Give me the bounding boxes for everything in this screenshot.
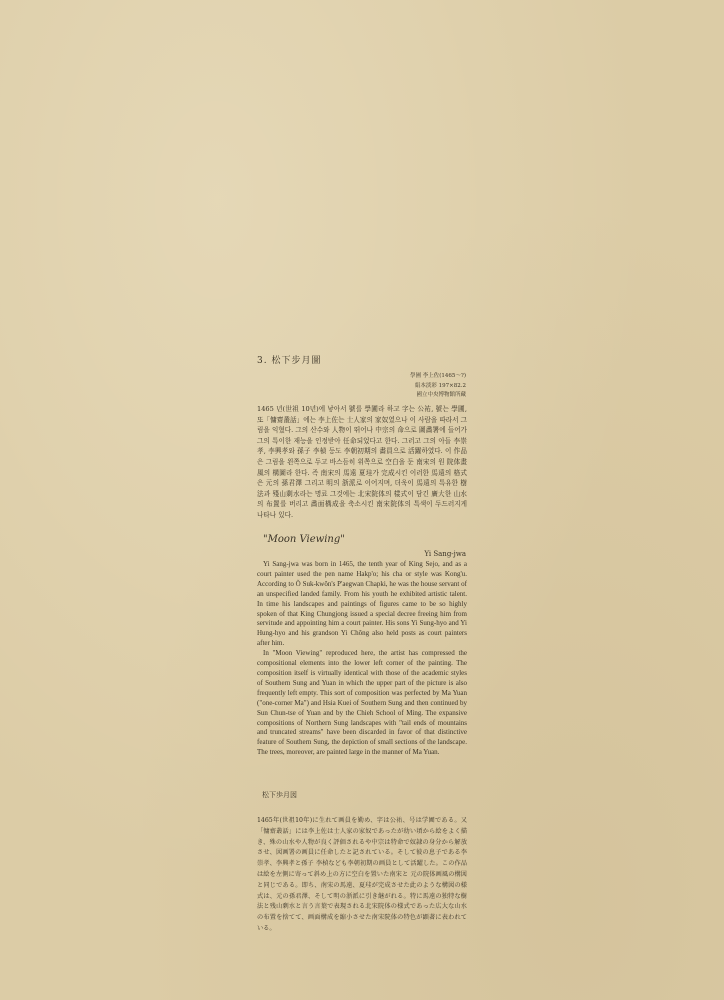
english-paragraph-1: Yi Sang-jwa was born in 1465, the tenth year of King Sejo, and as a court painter used the pen name Hakp'o; his cha or style was Kong'u. According to Ŏ Suk-kwŏn's P'aegwan Chapki, he was the house servant of an unspecified landed family. From his youth he exhibited artistic talent. In time his landscapes and paintings of figures came to be so highly spoken of that King Chungjong issued a special decree freeing him from servitude and appointing him a court painter. His sons Yi Sung-hyo and Yi Hung-hyo and his grandson Yi Chŏng also held posts as court painters after him. xyxy=(257,560,467,648)
collection-line: 國立中央博物館所藏 xyxy=(416,392,466,398)
japanese-heading: 松下歩月図 xyxy=(262,791,297,799)
english-title: "Moon Viewing" xyxy=(263,534,345,545)
english-author: Yi Sang-jwa xyxy=(424,550,466,558)
korean-description: 1465 년(世祖 10년)에 낳아서 號를 學圃라 하고 字는 公祐, 號는 學圃, 또「慵齋叢話」에는 李上佐는 士人家의 家奴였으나 이 사람을 따라서 그림을 익혔다. 그의 산수와 人物이 뛰어나 中宗의 命으로 圖畵署에 들어가 그의 특이한 재능을 인정받아 任命되었다고 한다. 그러고 그의 아들 李崇孝, 李興孝와 孫子 李楨 등도 李朝初期의 畵員으로 活躍하였다. 이 作品은 그림을 왼쪽으로 두고 바스듬히 위쪽으로 空白을 둔 南宋의 원 院体畫風의 構圖라 한다. 즉 南宋의 馬遠 夏珪가 完成시킨 이러한 馬遠의 格式은 元의 孫君澤 그리고 明의 浙派로 이어지며, 더욱이 馬遠의 특유한 樹法과 殘山剩水라는 명료 그것에는 北宋院体의 樣式이 담긴 廣大한 山水의 布置를 버리고 畵面構成을 축소시킨 南宋院体의 특색이 두드러지게 나타나 있다. xyxy=(257,405,467,519)
artwork-metadata xyxy=(410,372,466,401)
artist-line: 學圃 李上佐(1465～?) xyxy=(410,373,466,379)
english-description xyxy=(257,560,467,758)
english-paragraph-2: In "Moon Viewing" reproduced here, the artist has compressed the compositional elements into the lower left corner of the painting. The composition itself is virtually identical with those of the academic styles of Southern Sung and Yuan in which the upper part of the picture is also frequently left empty. This sort of composition was perfected by Ma Yuan ("one-corner Ma") and Hsia Kuei of Southern Sung and then continued by Sun Chun-tse of Yuan and by the Chieh School of Ming. The expansive compositions of Northern Sung landscapes with "tail ends of mountains and truncated streams" have been discarded in favor of that distinctive feature of Southern Sung, the depiction of small sections of the landscape. The trees, moreover, are painted large in the manner of Ma Yuan. xyxy=(257,649,467,757)
section-heading: 3. 松下步月圖 xyxy=(257,356,322,366)
medium-line: 絹本淡彩 197×82.2 xyxy=(414,382,466,389)
japanese-description: 1465年(世祖10年)に生れて画員を勤め、字は公祐、号は学圃である。又「慵齋叢話」には李上佐は士人家の家奴であったが幼い頃から絵をよく描き、殊の山水や人物が良く評価されるや中宗は特命で奴隷の身分から解放させ、図画署の画員に任命したと記されている。そして彼の息子である李崇孝、李興孝と孫子 李楨なども李朝初期の画員として活躍した。この作品は絵を左側に寄って斜め上の方に空白を置いた南宋と 元の院体画風の構図と同じである。即ち、南宋の馬遠、夏珪が完成させた此のような構図の様式は、元の孫君澤、そして明の浙派に引き継がれる。特に馬遠の独特な樹法と残山剰水と言う言葉で表現される北宋院体の様式であった広大な山水の布置を捨てて、画面構成を縮小させた南宋院体の特色が顕著に表われている。 xyxy=(257,817,467,932)
